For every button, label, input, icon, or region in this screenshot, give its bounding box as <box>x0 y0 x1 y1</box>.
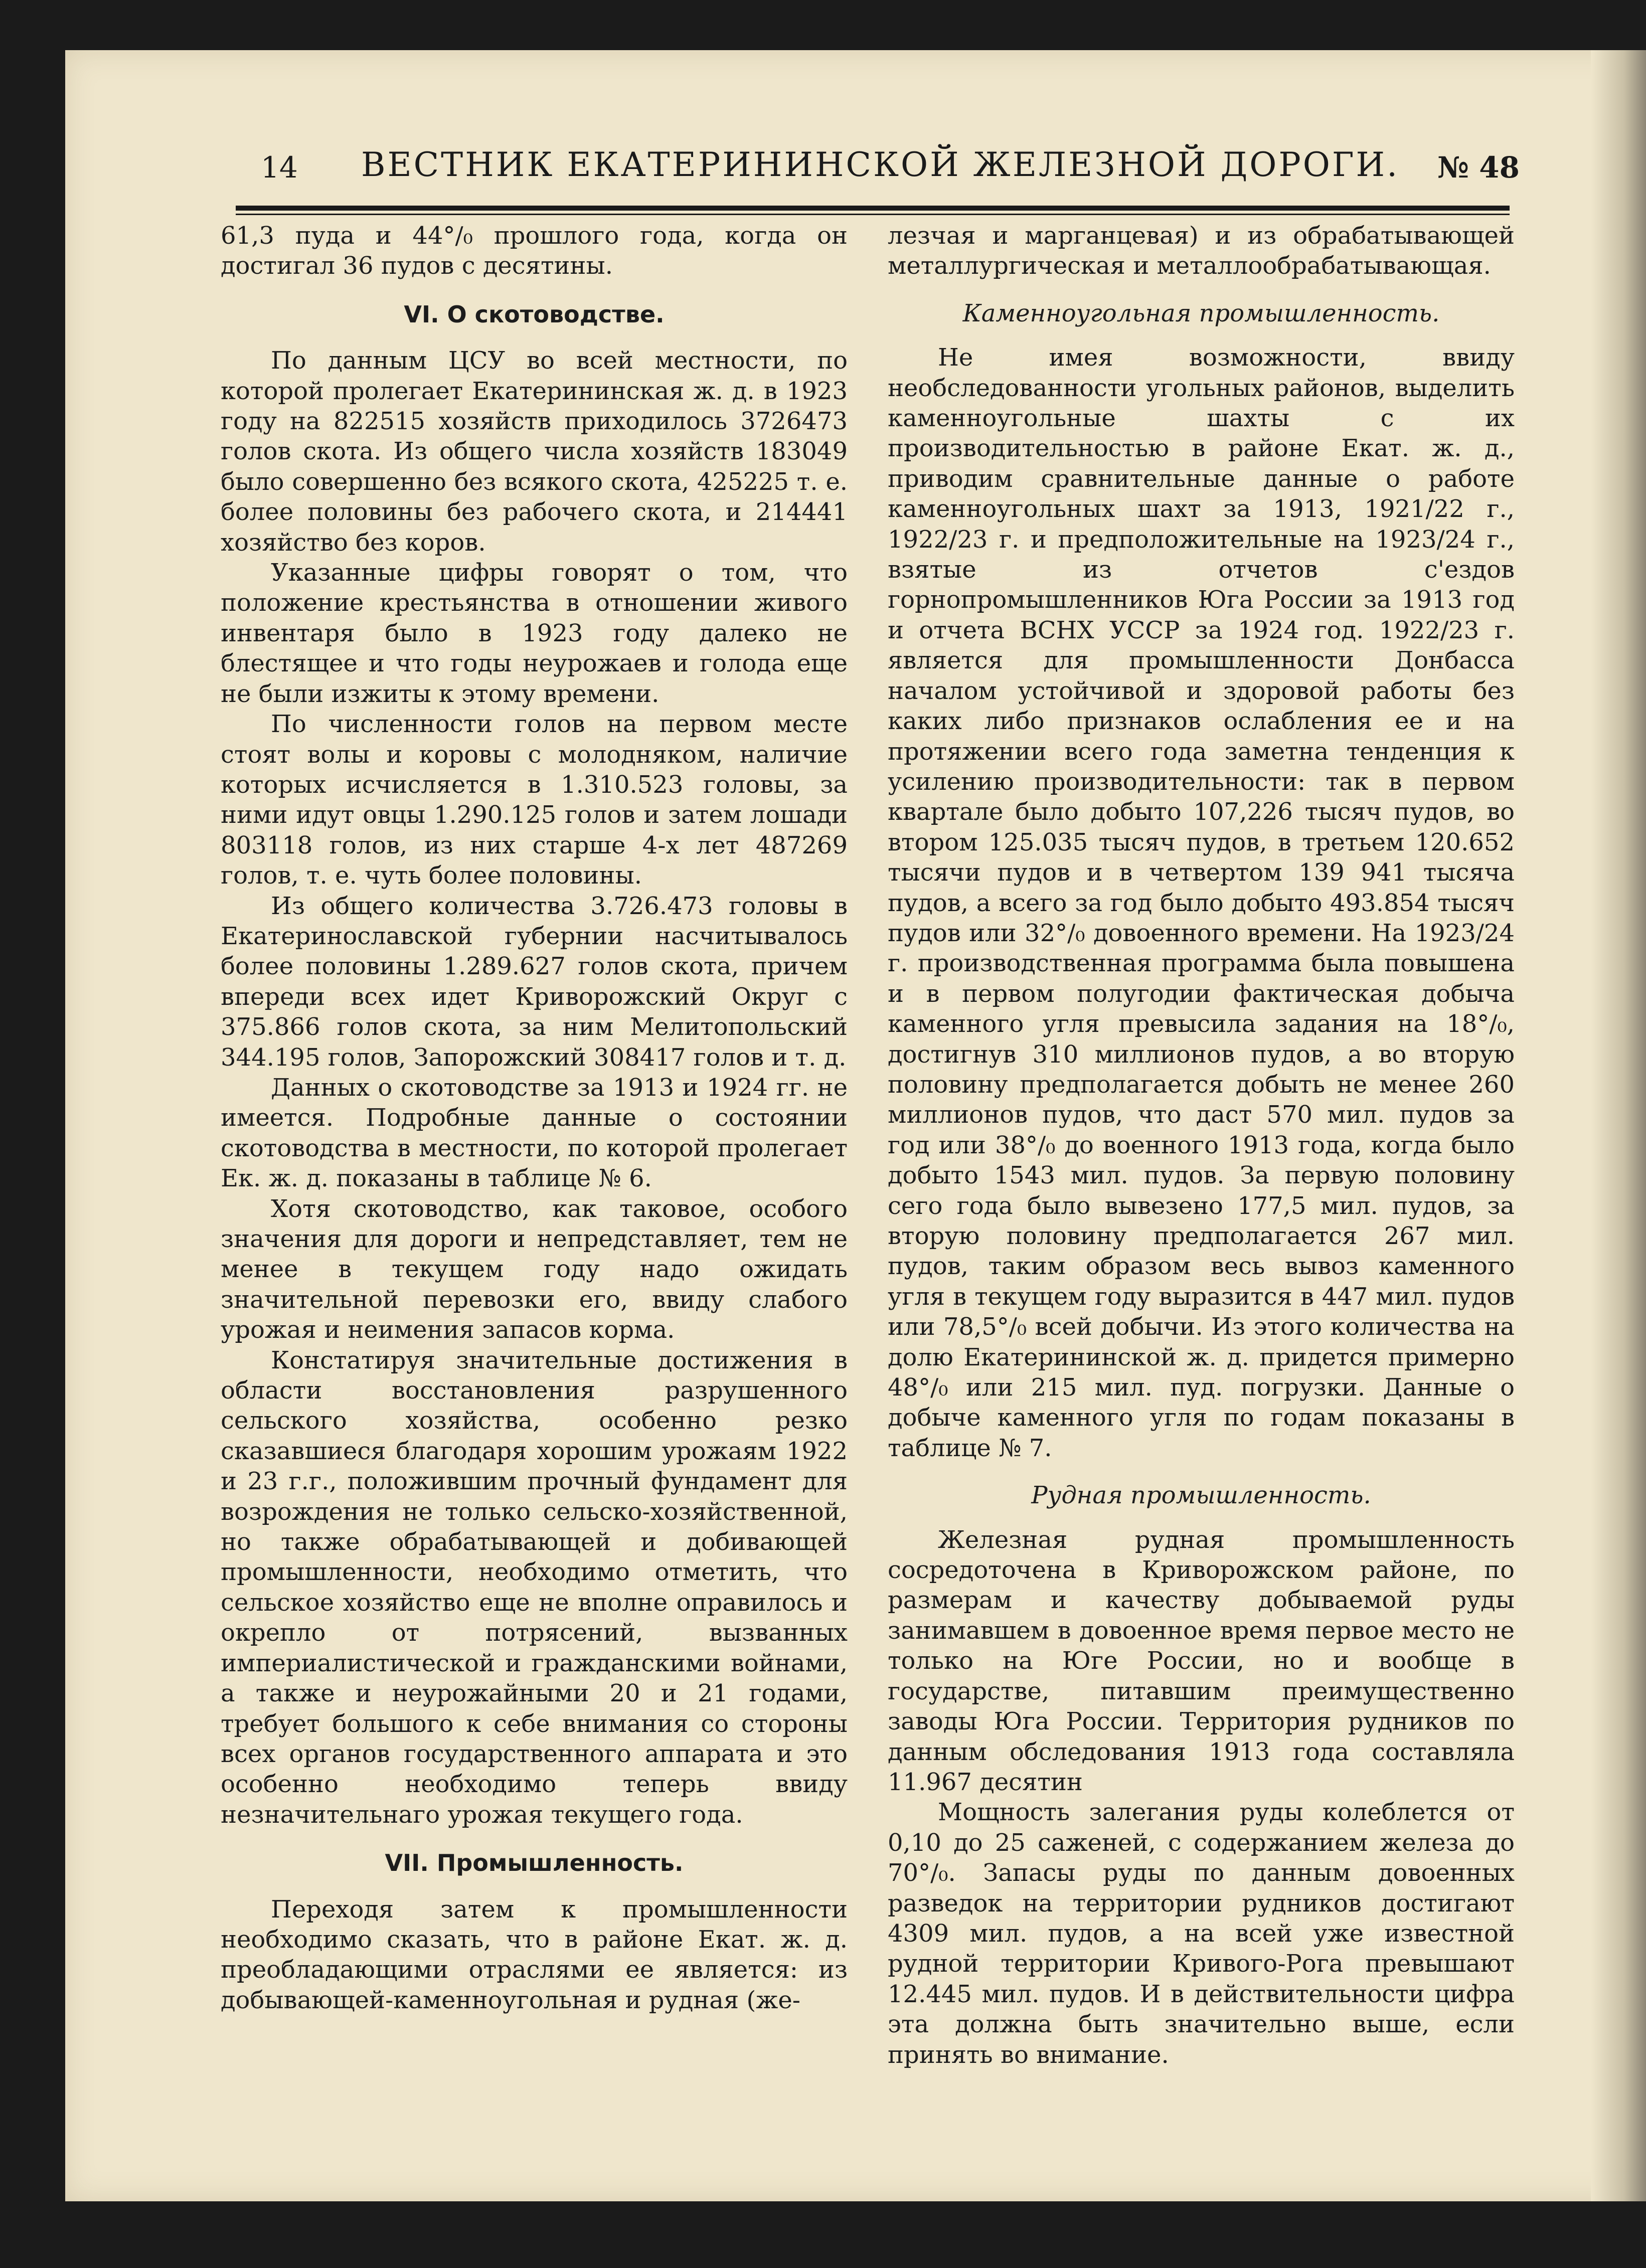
paragraph: Констатируя значительные достижения в области восстановления разрушенного сельского хозяйства, особенно резко сказавшиеся благодаря хорошим урожаям 1922 и 23 г.г., положившим прочный фундамент для возрождения не только сельско-хозяйственной, но также обрабатывающей и добивающей промышленности, необходимо отметить, что сельское хозяйство еще не вполне оправилось и окрепло от потрясений, вызванных империалистической и гражданскими войнами, а также и неурожайными 20 и 21 годами, требует большого к себе внимания со стороны всех органов государственного аппарата и это особенно необходимо теперь ввиду незначительнаго урожая текущего года. <box>221 1346 848 1829</box>
paragraph: По численности голов на первом месте стоят волы и коровы с молодняком, наличие которых исчисляется в 1.310.523 головы, за ними идут овцы 1.290.125 голов и затем лошади 803118 голов, из них старше 4-х лет 487269 голов, т. е. чуть более половины. <box>221 710 848 890</box>
paragraph: Данных о скотоводстве за 1913 и 1924 гг. не имеется. Подробные данные о состоянии скотоводства в местности, по которой пролегает Ек. ж. д. показаны в таблице № 6. <box>221 1073 848 1193</box>
running-title: ВЕСТНИК ЕКАТЕРИНИНСКОЙ ЖЕЛЕЗНОЙ ДОРОГИ. <box>361 145 1400 184</box>
paragraph: Переходя затем к промышленности необходимо сказать, что в районе Екат. ж. д. преобладающими отраслями ее является: из добывающей-каменноугольная и рудная (же- <box>221 1895 848 2014</box>
paragraph: Из общего количества 3.726.473 головы в Екатеринославской губернии насчитывалось более половины 1.289.627 голов скота, причем впереди всех идет Криворожский Округ с 375.866 голов скота, за ним Мелитопольский 344.195 голов, Запорожский 308417 голов и т. д. <box>221 892 848 1072</box>
page-number: 14 <box>261 150 298 185</box>
section-heading: VI. О скотоводстве. <box>404 300 665 328</box>
section-heading: VII. Промышленность. <box>385 1849 684 1877</box>
subsection-heading: Рудная промышленность. <box>1031 1481 1371 1510</box>
left-column <box>221 221 848 2015</box>
page-header <box>196 145 1530 206</box>
paragraph: По данным ЦСУ во всей местности, по которой пролегает Екатерининская ж. д. в 1923 году на 822515 хозяйств приходилось 3726473 голов скота. Из общего числа хозяйств 183049 было совершенно без всякого скота, 425225 т. е. более половины без рабочего скота, и 214441 хозяйство без коров. <box>221 346 848 557</box>
paragraph: Указанные цифры говорят о том, что положение крестьянства в отношении живого инвентаря было в 1923 году далеко не блестящее и что годы неурожаев и голода еще не были изжиты к этому времени. <box>221 559 848 708</box>
paragraph: Мощность залегания руды колеблется от 0,10 до 25 саженей, с содержанием железа до 70°/₀. Запасы руды по данным довоенных разведок на территории рудников достигают 4309 мил. пудов, а на всей уже известной рудной территории Кривого-Рога превышают 12.445 мил. пудов. И в действительности цифра эта должна быть значительно выше, если принять во внимание. <box>888 1798 1515 2069</box>
paragraph: Железная рудная промышленность сосредоточена в Криворожском районе, по размерам и качеству добываемой руды занимавшем в довоенное время первое место не только на Юге России, но и вообще в государстве, питавшим преимущественно заводы Юга России. Территория рудников по данным обследования 1913 года составляла 11.967 десятин <box>888 1525 1515 1796</box>
right-column <box>888 221 1515 2070</box>
subsection-heading: Каменноугольная промышленность. <box>962 299 1440 327</box>
page-edge-shadow <box>1591 50 1646 2201</box>
paragraph: Не имея возможности, ввиду необследованности угольных районов, выделить каменноугольные шахты с их производительностью в районе Екат. ж. д., приводим сравнительные данные о работе каменноугольных шахт за 1913, 1921/22 г., 1922/23 г. и предположительные на 1923/24 г., взятые из отчетов с'ездов горнопромышленников Юга России за 1913 год и отчета ВСНХ УССР за 1924 год. 1922/23 г. является для промышленности Донбасса началом устойчивой и здоровой работы без каких либо признаков ослабления ее и на протяжении всего года заметна тенденция к усилению производительности: так в первом квартале было добыто 107,226 тысяч пудов, во втором 125.035 тысяч пудов, в третьем 120.652 тысячи пудов и в четвертом 139 941 тысяча пудов, а всего за год было добыто 493.854 тысяч пудов или 32°/₀ довоенного времени. На 1923/24 г. производственная программа была повышена и в первом полугодии фактическая добыча каменного угля превысила задания на 18°/₀, достигнув 310 миллионов пудов, а во вторую половину предполагается добыть не менее 260 миллионов пудов, что даст 570 мил. пудов за год или 38°/₀ до военного 1913 года, когда было добыто 1543 мил. пудов. За первую половину сего года было вывезено 177,5 мил. пудов, за вторую половину предполагается 267 мил. пудов, таким образом весь вывоз каменного угля в текущем году выразится в 447 мил. пудов или 78,5°/₀ всей добычи. Из этого количества на долю Екатерининской ж. д. придется примерно 48°/₀ или 215 мил. пуд. погрузки. Данные о добыче каменного угля по годам показаны в таблице № 7. <box>888 343 1515 1462</box>
header-rule-thick <box>236 206 1510 211</box>
paragraph: лезчая и марганцевая) и из обрабатывающей металлургическая и металлообрабатывающая. <box>888 222 1515 280</box>
paragraph: Хотя скотоводство, как таковое, особого значения для дороги и непредставляет, тем не менее в текущем году надо ожидать значительной перевозки его, ввиду слабого урожая и неимения запасов корма. <box>221 1194 848 1344</box>
header-rule-thin <box>236 214 1510 215</box>
paragraph: 61,3 пуда и 44°/₀ прошлого года, когда он достигал 36 пудов с десятины. <box>221 222 848 280</box>
issue-number: № 48 <box>1437 150 1520 185</box>
